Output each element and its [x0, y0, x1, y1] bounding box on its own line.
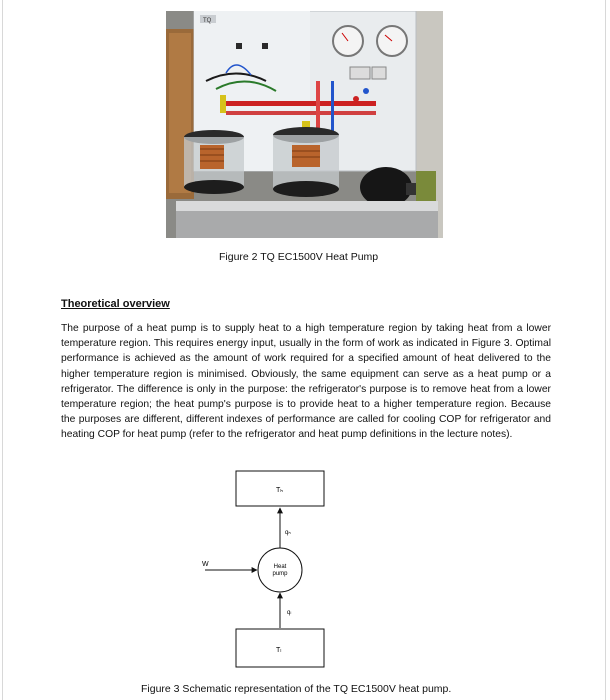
section-heading: Theoretical overview: [61, 298, 170, 310]
figure3-caption: Figure 3 Schematic representation of the TQ EC1500V heat pump.: [141, 683, 452, 695]
hot-reservoir-label: Tₕ: [276, 487, 284, 494]
heat-pump-photo: [166, 11, 443, 238]
heat-pump-label-line2: pump: [272, 571, 288, 577]
panel-label: TQ: [203, 18, 212, 24]
heat-pump-label-line1: Heat: [273, 564, 287, 570]
heat-pump-schematic: [0, 460, 610, 685]
qh-label: qₕ: [285, 530, 291, 536]
figure2-caption: Figure 2 TQ EC1500V Heat Pump: [219, 251, 379, 263]
heat-pump-circle: [258, 548, 302, 592]
work-label: W: [202, 561, 209, 568]
ql-label: qₗ: [287, 610, 292, 616]
cold-reservoir-label: Tₗ: [276, 647, 282, 654]
body-paragraph: The purpose of a heat pump is to supply heat to a high temperature region by taking heat from a lower temperature region. This requires energy input, usually in the form of work as indicated in Figure 3. Optimal performance is achieved as the amount of work required for a specified amount of heat delivered to the higher temperature region is minimised. Obviously, the same equipment can serve as a heat pump or a refrigerator. The difference is only in the purpose: the refrigerator's purpose is to remove heat from a lower temperature region; the heat pump's purpose is to provide heat to a higher temperature region. Because the purposes are different, different indexes of performance are called for cooling COP for refrigerator and heating COP for heat pump (refer to the refrigerator and heat pump definitions in the lecture notes).: [61, 323, 551, 441]
